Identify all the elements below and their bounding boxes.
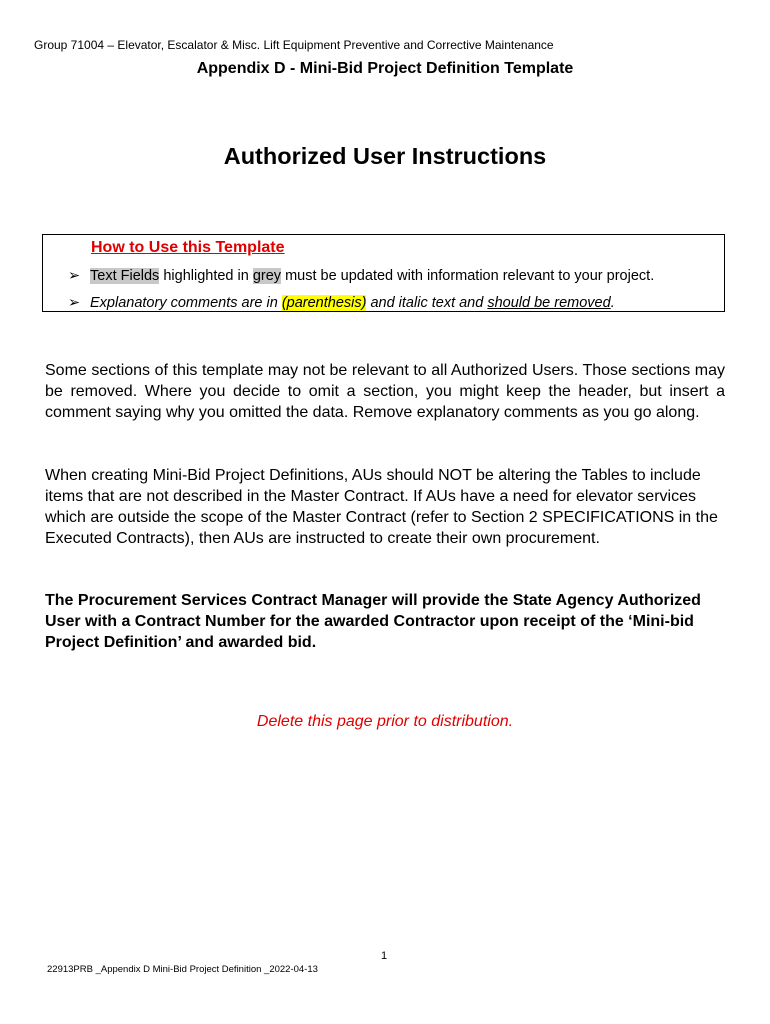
parenthesis-highlight: (parenthesis) xyxy=(281,295,367,311)
document-footer: 22913PRB _Appendix D Mini-Bid Project Definition _2022-04-13 xyxy=(47,964,318,975)
page-title: Authorized User Instructions xyxy=(223,143,547,169)
instructions-box xyxy=(42,234,725,312)
bullet-text: highlighted in xyxy=(159,268,253,284)
instruction-bullet xyxy=(68,295,615,311)
page-number: 1 xyxy=(381,950,388,962)
instructions-heading: How to Use this Template xyxy=(91,239,285,256)
bullet-text: must be updated with information relevant to your project. xyxy=(281,268,655,284)
text-fields-label: Text Fields xyxy=(90,268,160,284)
paragraph-sections-note: Some sections of this template may not be relevant to all Authorized Users. Those sections may be removed. Where you decide to omit a section, you might keep the header, but insert a comment saying why you omitted the data. Remove explanatory comments as you go along. xyxy=(45,362,725,421)
document-header: Group 71004 – Elevator, Escalator & Misc. Lift Equipment Preventive and Corrective Maintenance xyxy=(34,38,554,52)
bullet-text: Explanatory comments are in xyxy=(90,295,282,311)
paragraph-contract-manager: The Procurement Services Contract Manager will provide the State Agency Authorized User with a Contract Number for the awarded Contractor upon receipt of the ‘Mini-bid Project Definition’ and awarded bid. xyxy=(45,592,701,651)
paragraph-tables-note: When creating Mini-Bid Project Definitions, AUs should NOT be altering the Tables to include items that are not described in the Master Contract. If AUs have a need for elevator services which are outside the scope of the Master Contract (refer to Section 2 SPECIFICATIONS in the Executed Contracts), then AUs are instructed to create their own procurement. xyxy=(45,467,718,547)
appendix-title: Appendix D - Mini-Bid Project Definition Template xyxy=(196,60,574,77)
instruction-bullet xyxy=(68,268,654,284)
bullet-text: and italic text and xyxy=(366,295,488,311)
bullet-text: . xyxy=(610,295,615,311)
arrow-bullet-icon: ➢ xyxy=(68,295,81,311)
arrow-bullet-icon: ➢ xyxy=(68,268,81,284)
delete-page-note: Delete this page prior to distribution. xyxy=(256,713,514,730)
grey-highlight-word: grey xyxy=(252,268,282,284)
should-be-removed-text: should be removed xyxy=(487,295,611,311)
